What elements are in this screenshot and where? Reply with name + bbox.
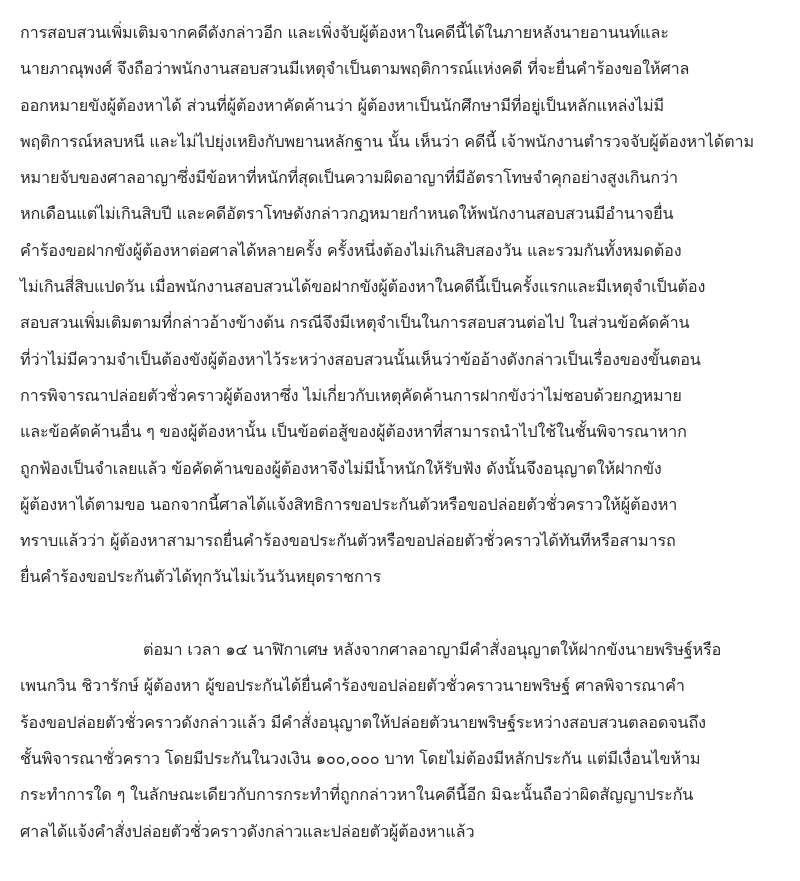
text-line: ชั้นพิจารณาชั่วคราว โดยมีประกันในวงเงิน ๑๐๐,๐๐๐ บาท โดยไม่ต้องมีหลักประกัน แต่มีเงื่อนไขห้าม [20,748,701,768]
text-line: การสอบสวนเพิ่มเติมจากคดีดังกล่าวอีก และเพิ่งจับผู้ต้องหาในคดีนี้ได้ในภายหลังนายอานนท์และ [20,23,669,42]
text-line: การพิจารณาปล่อยตัวชั่วคราวผู้ต้องหาซึ่ง ไม่เกี่ยวกับเหตุคัดค้านการฝากขังว่าไม่ชอบด้วยกฎหมาย [20,385,682,405]
paragraph-2 [20,632,790,850]
text-line: พฤติการณ์หลบหนี และไม่ไปยุ่งเหยิงกับพยานหลักฐาน นั้น เห็นว่า คดีนี้ เจ้าพนักงานตำรวจจับผู้ต้องหาได้ตาม [20,131,754,151]
text-line: ยื่นคำร้องขอประกันตัวได้ทุกวันไม่เว้นวันหยุดราชการ [20,567,382,587]
text-line: ศาลได้แจ้งคำสั่งปล่อยตัวชั่วคราวดังกล่าวและปล่อยตัวผู้ต้องหาแล้ว [20,821,475,841]
text-line: คำร้องขอฝากขังผู้ต้องหาต่อศาลได้หลายครั้ง ครั้งหนึ่งต้องไม่เกินสิบสองวัน และรวมกันทั้งหมดต้อง [20,240,682,260]
document-body [20,15,790,850]
text-line: ร้องขอปล่อยตัวชั่วคราวดังกล่าวแล้ว มีคำสั่งอนุญาตให้ปล่อยตัวนายพริษฐ์ระหว่างสอบสวนตลอดจนถึง [20,712,706,732]
text-line: หมายจับของศาลอาญาซึ่งมีข้อหาที่หนักที่สุดเป็นความผิดอาญาที่มีอัตราโทษจำคุกอย่างสูงเกินกว่า [20,168,678,188]
text-line: ที่ว่าไม่มีความจำเป็นต้องขังผู้ต้องหาไว้ระหว่างสอบสวนนั้นเห็นว่าข้ออ้างดังกล่าวเป็นเรื่องของขั้นตอน [20,349,701,369]
text-line: ออกหมายขังผู้ต้องหาได้ ส่วนที่ผู้ต้องหาคัดค้านว่า ผู้ต้องหาเป็นนักศึกษามีที่อยู่เป็นหลักแหล่งไม่มี [20,95,665,115]
text-line: กระทำการใด ๆ ในลักษณะเดียวกับการกระทำที่ถูกกล่าวหาในคดีนี้อีก มิฉะนั้นถือว่าผิดสัญญาประกัน [20,785,694,805]
text-line: ผู้ต้องหาได้ตามขอ นอกจากนี้ศาลได้แจ้งสิทธิการขอประกันตัวหรือขอปล่อยตัวชั่วคราวให้ผู้ต้องหา [20,494,678,514]
text-line: นายภาณุพงศ์ จึงถือว่าพนักงานสอบสวนมีเหตุจำเป็นตามพฤติการณ์แห่งคดี ที่จะยื่นคำร้องขอให้ศาล [20,59,690,79]
text-line: หกเดือนแต่ไม่เกินสิบปี และคดีอัตราโทษดังกล่าวกฎหมายกำหนดให้พนักงานสอบสวนมีอำนาจยื่น [20,204,674,224]
text-line: เพนกวิน ชิวารักษ์ ผู้ต้องหา ผู้ขอประกันได้ยื่นคำร้องขอปล่อยตัวชั่วคราวนายพริษฐ์ ศาลพิจารณาคำ [20,676,685,696]
paragraph-1 [20,15,790,596]
text-line: ไม่เกินสี่สิบแปดวัน เมื่อพนักงานสอบสวนได้ขอฝากขังผู้ต้องหาในคดีนี้เป็นครั้งแรกและมีเหตุจำเป็นต้อง [20,277,706,297]
text-line: ถูกฟ้องเป็นจำเลยแล้ว ข้อคัดค้านของผู้ต้องหาจึงไม่มีน้ำหนักให้รับฟัง ดังนั้นจึงอนุญาตให้ฝากขัง [20,458,662,478]
text-line-indented: ต่อมา เวลา ๑๔ นาฬิกาเศษ หลังจากศาลอาญามีคำสั่งอนุญาตให้ฝากขังนายพริษฐ์หรือ [143,640,722,660]
text-line: ทราบแล้วว่า ผู้ต้องหาสามารถยื่นคำร้องขอประกันตัวหรือขอปล่อยตัวชั่วคราวได้ทันทีหรือสามารถ [20,531,676,551]
text-line: สอบสวนเพิ่มเติมตามที่กล่าวอ้างข้างต้น กรณีจึงมีเหตุจำเป็นในการสอบสวนต่อไป ในส่วนข้อคัดค้าน [20,313,690,333]
paragraph-spacer [20,596,790,632]
text-line: และข้อคัดค้านอื่น ๆ ของผู้ต้องหานั้น เป็นข้อต่อสู้ของผู้ต้องหาที่สามารถนำไปใช้ในชั้นพิจารณาหาก [20,422,687,442]
